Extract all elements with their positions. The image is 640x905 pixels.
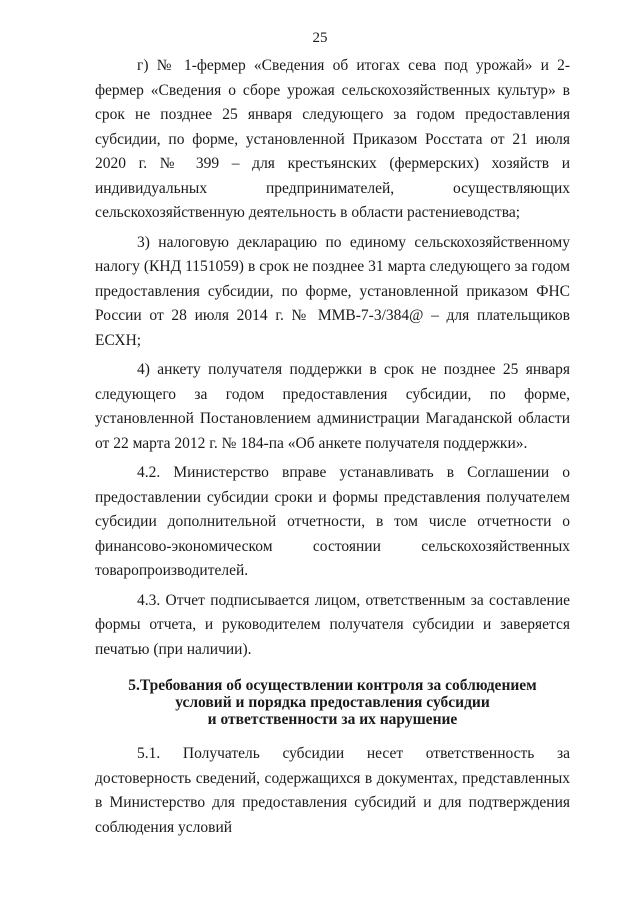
section-heading-line-1: 5.Требования об осуществлении контроля за соблюдением — [128, 677, 537, 694]
document-body — [95, 54, 570, 845]
paragraph-5-1-responsibility: 5.1. Получатель субсидии несет ответственность за достоверность сведений, содержащихся в документах, представленных в Министерство для предоставления субсидий и для подтверждения соблюдения условий — [95, 745, 570, 836]
paragraph-4-3-report-signature: 4.3. Отчет подписывается лицом, ответственным за составление формы отчета, и руководителем получателя субсидии и заверяется печатью (при наличии). — [95, 591, 570, 658]
paragraph-g-farmer-reports: г) № 1-фермер «Сведения об итогах сева под урожай» и 2-фермер «Сведения о сборе урожая сельскохозяйственных культур» в срок не позднее 25 января следующего за годом предоставления субсидии, по форме, установленной Приказом Росстата от 21 июля 2020 г. № 399 – для крестьянских (фермерских) хозяйств и индивидуальных предпринимателей, осуществляющих сельскохозяйственную деятельность в области растениеводства; — [95, 57, 570, 221]
paragraph-3-tax-declaration: 3) налоговую декларацию по единому сельскохозяйственному налогу (КНД 1151059) в срок не позднее 31 марта следующего за годом предоставления субсидии, по форме, установленной приказом ФНС России от 28 июля 2014 г. № ММВ-7-3/384@ – для плательщиков ЕСХН; — [95, 233, 570, 349]
page-number: 25 — [312, 30, 328, 46]
paragraph-4-recipient-questionnaire: 4) анкету получателя поддержки в срок не позднее 25 января следующего за годом предоставления субсидии, по форме, установленной Постановлением администрации Магаданской области от 22 марта 2012 г. № 184-па «Об анкете получателя поддержки». — [95, 361, 570, 452]
section-heading-line-2: условий и порядка предоставления субсидии — [175, 694, 490, 711]
section-heading-line-3: и ответственности за их нарушение — [207, 711, 458, 728]
section-heading — [95, 677, 570, 728]
paragraph-4-2-ministry-rights: 4.2. Министерство вправе устанавливать в Соглашении о предоставлении субсидии сроки и формы представления получателем субсидии дополнительной отчетности, в том числе отчетности о финансово-экономическом состоянии сельскохозяйственных товаропроизводителей. — [95, 464, 570, 579]
